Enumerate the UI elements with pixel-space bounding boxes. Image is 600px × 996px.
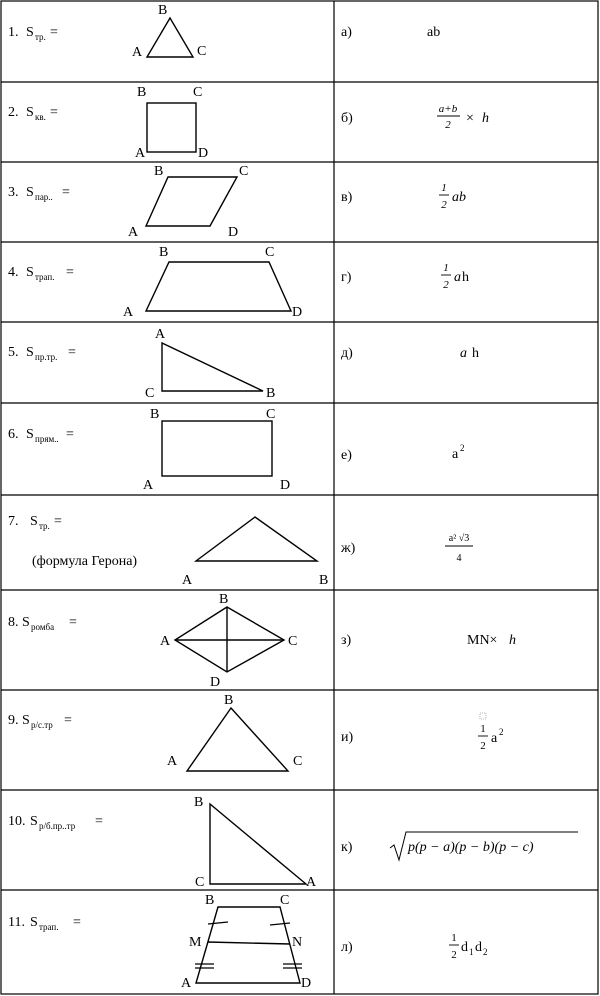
row-number: 11. xyxy=(8,915,25,930)
vertex-label: A xyxy=(128,225,139,240)
row-8 xyxy=(8,592,516,690)
area-subscript: трап. xyxy=(35,272,55,282)
fraction-numerator: 1 xyxy=(441,182,447,194)
equals-sign: = xyxy=(68,345,76,360)
vertex-label: B xyxy=(154,164,164,179)
vertex-label: A xyxy=(132,45,143,60)
vertex-label: B xyxy=(319,573,329,588)
area-symbol: S xyxy=(26,427,34,442)
answer-formula xyxy=(467,633,516,648)
vertex-label: B xyxy=(194,795,204,810)
vertex-label: C xyxy=(145,386,155,401)
area-subscript: прям.. xyxy=(35,434,59,444)
trapezoid-figure xyxy=(196,907,303,983)
area-subscript: кв. xyxy=(35,112,46,122)
equal-segment-tick xyxy=(270,923,290,925)
fraction-numerator: 1 xyxy=(451,932,457,944)
formula-variables: ab xyxy=(452,190,466,205)
vertex-label: C xyxy=(265,245,275,260)
row-number: 7. xyxy=(8,514,19,529)
formula-segment: MN× xyxy=(467,633,498,648)
times-sign: × xyxy=(466,111,474,126)
area-subscript: трап. xyxy=(39,922,59,932)
vertex-label: C xyxy=(195,875,205,890)
vertex-label: A xyxy=(155,327,166,342)
vertex-label: A xyxy=(182,573,193,588)
area-subscript: пр.тр. xyxy=(35,352,58,362)
diagonal-subscript: 1 xyxy=(469,947,474,957)
row-number: 5. xyxy=(8,345,19,360)
vertex-label: C xyxy=(239,164,249,179)
row-6 xyxy=(8,407,465,493)
vertex-label: D xyxy=(292,305,303,320)
answer-letter: б) xyxy=(341,111,353,126)
equals-sign: = xyxy=(66,265,74,280)
area-subscript: р/б.пр..тр xyxy=(39,821,76,831)
vertex-label: A xyxy=(135,146,146,161)
variable-a: a xyxy=(460,346,467,361)
variable-h: h xyxy=(472,346,479,361)
vertex-label: M xyxy=(189,935,202,950)
equilateral-triangle-figure xyxy=(187,708,288,771)
equals-sign: = xyxy=(73,915,81,930)
power-base: a xyxy=(452,447,459,462)
vertex-label: C xyxy=(266,407,276,422)
answer-letter: д) xyxy=(341,346,353,361)
row-7 xyxy=(8,514,473,588)
answer-formula: ab xyxy=(427,25,441,40)
row-4 xyxy=(8,245,469,320)
equals-sign: = xyxy=(64,713,72,728)
fraction-denominator: 2 xyxy=(480,740,486,752)
equals-sign: = xyxy=(66,427,74,442)
answer-letter: в) xyxy=(341,190,353,205)
fraction-numerator: a² √3 xyxy=(448,533,470,544)
variable-h: h xyxy=(462,270,469,285)
answer-formula xyxy=(390,832,578,860)
fraction-numerator: a+b xyxy=(438,103,458,115)
parallelogram-figure xyxy=(146,177,237,226)
fraction-denominator: 2 xyxy=(443,279,449,291)
diagonal-symbol: d xyxy=(461,940,468,955)
fraction-denominator: 4 xyxy=(456,553,462,564)
triangle-figure xyxy=(147,18,193,57)
answer-letter: к) xyxy=(341,840,353,855)
vertex-label: B xyxy=(158,3,168,18)
vertex-label: B xyxy=(219,592,229,607)
variable-a: a xyxy=(454,270,461,285)
equals-sign: = xyxy=(50,105,58,120)
answer-formula xyxy=(452,443,465,462)
equals-sign: = xyxy=(54,514,62,529)
area-symbol: S xyxy=(22,713,30,728)
vertex-label: D xyxy=(301,976,312,991)
equals-sign: = xyxy=(69,615,77,630)
vertex-label: B xyxy=(159,245,169,260)
row-number: 1. xyxy=(8,25,19,40)
answer-letter: г) xyxy=(341,270,352,285)
row-number: 10. xyxy=(8,814,26,829)
fraction-denominator: 2 xyxy=(441,199,447,211)
placeholder-box-icon xyxy=(480,713,486,719)
vertex-label: A xyxy=(181,976,192,991)
answer-letter: з) xyxy=(341,633,352,648)
power-exponent: 2 xyxy=(499,727,504,737)
answer-letter: и) xyxy=(341,730,354,745)
answer-letter: ж) xyxy=(341,541,356,556)
answer-letter: а) xyxy=(341,25,352,40)
vertex-label: A xyxy=(123,305,134,320)
vertex-label: C xyxy=(193,85,203,100)
trapezoid-midline xyxy=(208,942,290,944)
area-subscript: тр. xyxy=(35,32,46,42)
area-symbol: S xyxy=(26,345,34,360)
vertex-label: B xyxy=(137,85,147,100)
heron-expression: p(p − a)(p − b)(p − c) xyxy=(408,840,534,855)
vertex-label: C xyxy=(293,754,303,769)
row-number: 4. xyxy=(8,265,19,280)
row-5 xyxy=(8,327,479,401)
area-symbol: S xyxy=(26,185,34,200)
area-symbol: S xyxy=(30,814,38,829)
row-11 xyxy=(8,893,488,991)
vertex-label: B xyxy=(150,407,160,422)
diagonal-symbol: d xyxy=(475,940,482,955)
vertex-label: D xyxy=(280,478,291,493)
vertex-label: B xyxy=(205,893,215,908)
equal-segment-tick xyxy=(208,922,228,924)
area-symbol: S xyxy=(26,25,34,40)
answer-formula xyxy=(449,932,488,961)
vertex-label: N xyxy=(292,935,303,950)
answer-formula xyxy=(439,182,466,211)
trapezoid-figure xyxy=(146,262,291,311)
right-isosceles-triangle-figure xyxy=(210,804,306,884)
area-subscript: пар.. xyxy=(35,192,53,202)
area-symbol: S xyxy=(22,615,30,630)
fraction-denominator: 2 xyxy=(445,119,451,131)
row-number: 9. xyxy=(8,713,19,728)
diagonal-subscript: 2 xyxy=(483,947,488,957)
vertex-label: A xyxy=(143,478,154,493)
answer-letter: е) xyxy=(341,448,352,463)
right-triangle-figure xyxy=(162,343,263,391)
answer-letter: л) xyxy=(341,940,353,955)
height-symbol: h xyxy=(482,111,489,126)
row-number: 6. xyxy=(8,427,19,442)
row-10 xyxy=(8,795,578,890)
row-3 xyxy=(8,164,466,240)
fraction-numerator: 1 xyxy=(443,262,449,274)
row-2 xyxy=(8,85,489,161)
power-base: a xyxy=(491,731,498,746)
square-figure xyxy=(147,103,196,152)
vertex-label: C xyxy=(288,634,298,649)
equals-sign: = xyxy=(95,814,103,829)
answer-formula xyxy=(478,713,504,752)
row-number: 2. xyxy=(8,105,19,120)
vertex-label: A xyxy=(306,875,317,890)
row-number: 8. xyxy=(8,615,19,630)
answer-formula xyxy=(437,103,489,131)
vertex-label: D xyxy=(228,225,239,240)
vertex-label: B xyxy=(224,693,234,708)
answer-formula xyxy=(460,346,479,361)
vertex-label: A xyxy=(167,754,178,769)
triangle-figure xyxy=(196,517,317,561)
row-1 xyxy=(8,3,440,60)
area-symbol: S xyxy=(26,265,34,280)
area-symbol: S xyxy=(30,514,38,529)
fraction-numerator: 1 xyxy=(480,723,486,735)
answer-formula xyxy=(445,533,473,564)
fraction-denominator: 2 xyxy=(451,949,457,961)
area-symbol: S xyxy=(30,915,38,930)
area-subscript: ромба xyxy=(31,622,55,632)
answer-formula xyxy=(441,262,469,291)
equals-sign: = xyxy=(50,25,58,40)
vertex-label: D xyxy=(210,675,221,690)
row-9 xyxy=(8,693,504,771)
power-exponent: 2 xyxy=(460,443,465,453)
vertex-label: C xyxy=(197,44,207,59)
equals-sign: = xyxy=(62,185,70,200)
rectangle-figure xyxy=(162,421,272,476)
vertex-label: C xyxy=(280,893,290,908)
vertex-label: D xyxy=(198,146,209,161)
vertex-label: A xyxy=(160,634,171,649)
area-subscript: тр. xyxy=(39,521,50,531)
area-symbol: S xyxy=(26,105,34,120)
heron-note: (формула Герона) xyxy=(32,554,138,569)
row-number: 3. xyxy=(8,185,19,200)
area-subscript: р/с.тр xyxy=(31,720,53,730)
vertex-label: B xyxy=(266,386,276,401)
height-symbol: h xyxy=(509,633,516,648)
